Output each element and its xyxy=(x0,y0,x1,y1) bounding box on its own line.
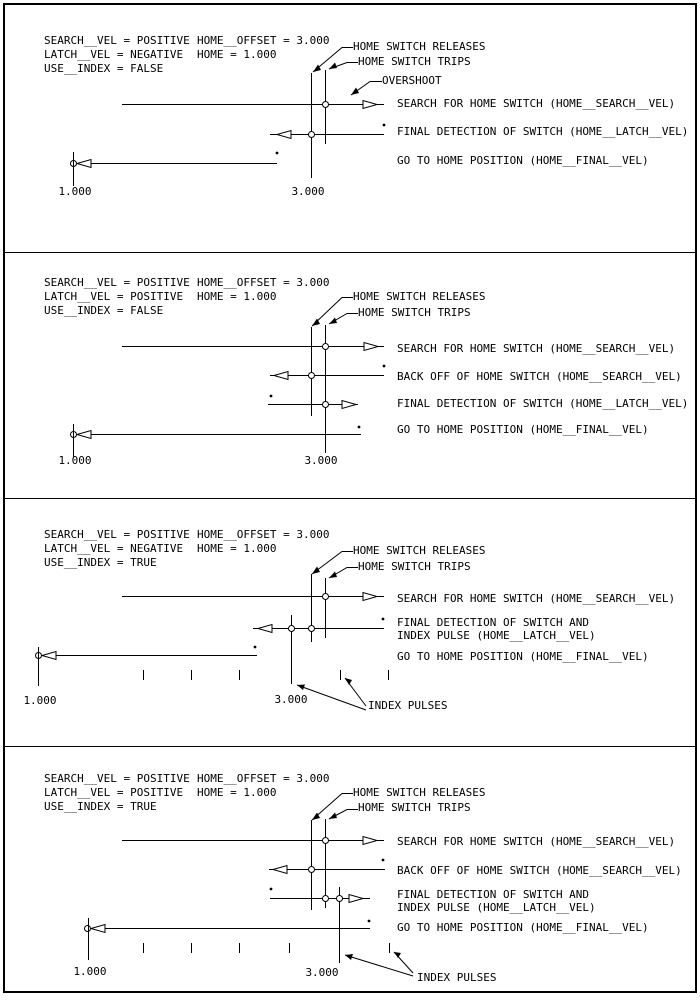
step-label: BACK OFF OF HOME SWITCH (HOME__SEARCH__VEL) xyxy=(397,370,682,383)
param-line: USE__INDEX = FALSE xyxy=(44,304,164,317)
panel-4-diagram xyxy=(85,794,414,977)
step-label: FINAL DETECTION OF SWITCH (HOME__LATCH__VEL) xyxy=(397,125,689,138)
callout-switch-trips: HOME SWITCH TRIPS xyxy=(358,560,471,573)
callout-switch-releases: HOME SWITCH RELEASES xyxy=(353,544,486,557)
panel-3-diagram xyxy=(36,552,389,711)
step-label: GO TO HOME POSITION (HOME__FINAL__VEL) xyxy=(397,423,649,436)
setting-line: HOME__OFFSET = 3.000 xyxy=(197,772,330,785)
setting-line: HOME = 1.000 xyxy=(197,786,277,799)
callout-switch-trips: HOME SWITCH TRIPS xyxy=(358,801,471,814)
panel-2-diagram xyxy=(71,298,386,458)
param-line: SEARCH__VEL = POSITIVE xyxy=(44,772,190,785)
callout-switch-releases: HOME SWITCH RELEASES xyxy=(353,290,486,303)
setting-line: HOME__OFFSET = 3.000 xyxy=(197,34,330,47)
step-label: SEARCH FOR HOME SWITCH (HOME__SEARCH__VEL) xyxy=(397,97,676,110)
step-label: GO TO HOME POSITION (HOME__FINAL__VEL) xyxy=(397,921,649,934)
step-label: INDEX PULSE (HOME__LATCH__VEL) xyxy=(397,901,596,914)
param-line: LATCH__VEL = POSITIVE xyxy=(44,786,184,799)
step-label: SEARCH FOR HOME SWITCH (HOME__SEARCH__VEL) xyxy=(397,342,676,355)
callout-switch-releases: HOME SWITCH RELEASES xyxy=(353,40,486,53)
callout-overshoot: OVERSHOOT xyxy=(382,74,442,87)
setting-line: HOME__OFFSET = 3.000 xyxy=(197,276,330,289)
step-label: SEARCH FOR HOME SWITCH (HOME__SEARCH__VEL) xyxy=(397,592,676,605)
step-label: GO TO HOME POSITION (HOME__FINAL__VEL) xyxy=(397,650,649,663)
axis-offset-value: 3.000 xyxy=(305,966,339,979)
setting-line: HOME__OFFSET = 3.000 xyxy=(197,528,330,541)
param-line: USE__INDEX = TRUE xyxy=(44,800,157,813)
step-label: FINAL DETECTION OF SWITCH AND xyxy=(397,888,590,901)
axis-home-value: 1.000 xyxy=(73,965,107,978)
callout-switch-trips: HOME SWITCH TRIPS xyxy=(358,55,471,68)
setting-line: HOME = 1.000 xyxy=(197,290,277,303)
param-line: LATCH__VEL = NEGATIVE xyxy=(44,48,184,61)
param-line: SEARCH__VEL = POSITIVE xyxy=(44,276,190,289)
axis-home-value: 1.000 xyxy=(58,454,92,467)
step-label: GO TO HOME POSITION (HOME__FINAL__VEL) xyxy=(397,154,649,167)
axis-home-value: 1.000 xyxy=(23,694,57,707)
callout-switch-releases: HOME SWITCH RELEASES xyxy=(353,786,486,799)
axis-offset-value: 3.000 xyxy=(304,454,338,467)
axis-offset-value: 3.000 xyxy=(291,185,325,198)
callout-index-pulses: INDEX PULSES xyxy=(368,699,448,712)
axis-home-value: 1.000 xyxy=(58,185,92,198)
param-line: SEARCH__VEL = POSITIVE xyxy=(44,528,190,541)
step-label: INDEX PULSE (HOME__LATCH__VEL) xyxy=(397,629,596,642)
axis-offset-value: 3.000 xyxy=(274,693,308,706)
step-label: FINAL DETECTION OF SWITCH AND xyxy=(397,616,590,629)
step-label: BACK OFF OF HOME SWITCH (HOME__SEARCH__VEL) xyxy=(397,864,682,877)
param-line: LATCH__VEL = POSITIVE xyxy=(44,290,184,303)
param-line: SEARCH__VEL = POSITIVE xyxy=(44,34,190,47)
param-line: USE__INDEX = TRUE xyxy=(44,556,157,569)
setting-line: HOME = 1.000 xyxy=(197,48,277,61)
callout-switch-trips: HOME SWITCH TRIPS xyxy=(358,306,471,319)
step-label: FINAL DETECTION OF SWITCH (HOME__LATCH__VEL) xyxy=(397,397,689,410)
step-label: SEARCH FOR HOME SWITCH (HOME__SEARCH__VEL) xyxy=(397,835,676,848)
param-line: USE__INDEX = FALSE xyxy=(44,62,164,75)
param-line: LATCH__VEL = NEGATIVE xyxy=(44,542,184,555)
callout-index-pulses: INDEX PULSES xyxy=(417,971,497,984)
setting-line: HOME = 1.000 xyxy=(197,542,277,555)
